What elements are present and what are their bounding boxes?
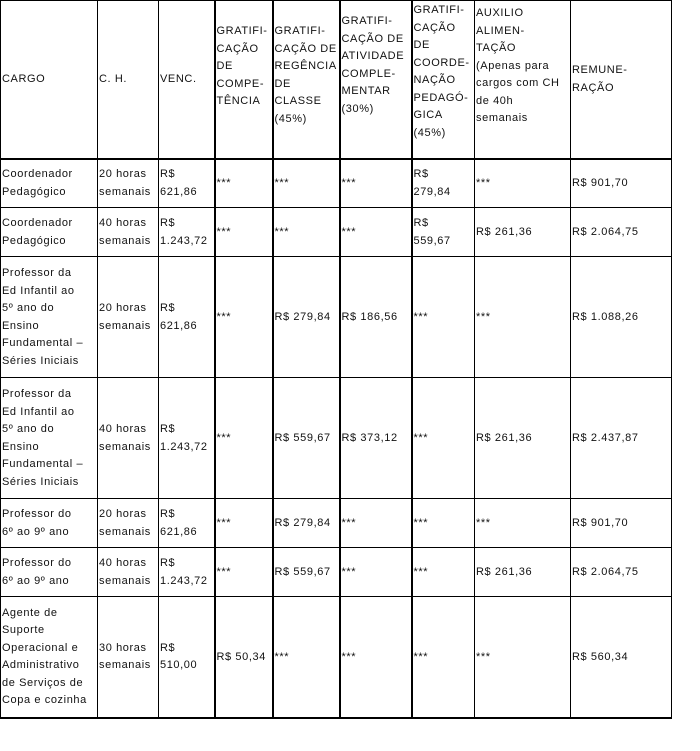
cell-cargo: Professor da Ed Infantil ao 5º ano do Ensino Fundamental – Séries Iniciais — [1, 378, 98, 499]
cell-cargo: Coordenador Pedagógico — [1, 208, 98, 257]
cell-auxilio: R$ 261,36 — [475, 548, 571, 597]
cell-auxilio: *** — [475, 499, 571, 548]
cell-atividade: *** — [340, 208, 412, 257]
cell-coordenacao: R$ 559,67 — [412, 208, 475, 257]
cell-coordenacao: *** — [412, 548, 475, 597]
cell-regencia: R$ 279,84 — [273, 257, 340, 378]
cell-venc: R$ 1.243,72 — [159, 378, 215, 499]
cell-competencia: *** — [215, 159, 273, 208]
cell-competencia: *** — [215, 548, 273, 597]
cell-ch: 20 horas semanais — [98, 257, 159, 378]
cell-regencia: *** — [273, 597, 340, 718]
table-row — [1, 159, 672, 208]
cell-remuneracao: R$ 2.064,75 — [571, 548, 672, 597]
cell-cargo: Agente de Suporte Operacional e Administrativo de Serviços de Copa e cozinha — [1, 597, 98, 718]
cell-coordenacao: *** — [412, 597, 475, 718]
cell-venc: R$ 510,00 — [159, 597, 215, 718]
cell-ch: 20 horas semanais — [98, 159, 159, 208]
table-row — [1, 499, 672, 548]
cell-competencia: *** — [215, 378, 273, 499]
cell-atividade: R$ 373,12 — [340, 378, 412, 499]
header-grat-regencia: GRATIFI- CAÇÃO DE REGÊNCIA DE CLASSE (45%) — [273, 1, 340, 159]
header-cargo: CARGO — [1, 1, 98, 159]
cell-auxilio: *** — [475, 597, 571, 718]
cell-remuneracao: R$ 2.064,75 — [571, 208, 672, 257]
header-auxilio: AUXILIO ALIMEN- TAÇÃO (Apenas para cargos com CH de 40h semanais — [475, 1, 571, 159]
header-venc: VENC. — [159, 1, 215, 159]
cell-remuneracao: R$ 901,70 — [571, 159, 672, 208]
cell-regencia: *** — [273, 159, 340, 208]
cell-cargo: Professor da Ed Infantil ao 5º ano do Ensino Fundamental – Séries Iniciais — [1, 257, 98, 378]
cell-coordenacao: *** — [412, 257, 475, 378]
cell-ch: 40 horas semanais — [98, 548, 159, 597]
header-ch: C. H. — [98, 1, 159, 159]
cell-remuneracao: R$ 1.088,26 — [571, 257, 672, 378]
cell-venc: R$ 621,86 — [159, 499, 215, 548]
cell-auxilio: R$ 261,36 — [475, 378, 571, 499]
table-row — [1, 257, 672, 378]
cell-atividade: *** — [340, 597, 412, 718]
cell-auxilio: *** — [475, 159, 571, 208]
cell-atividade: *** — [340, 159, 412, 208]
cell-ch: 30 horas semanais — [98, 597, 159, 718]
cell-competencia: *** — [215, 208, 273, 257]
cell-remuneracao: R$ 901,70 — [571, 499, 672, 548]
cell-venc: R$ 1.243,72 — [159, 548, 215, 597]
cell-atividade: *** — [340, 499, 412, 548]
header-remuneracao: REMUNE- RAÇÃO — [571, 1, 672, 159]
table-row — [1, 378, 672, 499]
cell-auxilio: *** — [475, 257, 571, 378]
cell-atividade: *** — [340, 548, 412, 597]
cell-cargo: Professor do 6º ao 9º ano — [1, 548, 98, 597]
cell-venc: R$ 621,86 — [159, 257, 215, 378]
header-grat-competencia: GRATIFI- CAÇÃO DE COMPE- TÊNCIA — [215, 1, 273, 159]
cell-atividade: R$ 186,56 — [340, 257, 412, 378]
header-grat-atividade: GRATIFI- CAÇÃO DE ATIVIDADE COMPLE- MENTAR (30%) — [340, 1, 412, 159]
cell-coordenacao: R$ 279,84 — [412, 159, 475, 208]
cell-ch: 20 horas semanais — [98, 499, 159, 548]
cell-regencia: R$ 279,84 — [273, 499, 340, 548]
table-row — [1, 208, 672, 257]
cell-remuneracao: R$ 560,34 — [571, 597, 672, 718]
cell-remuneracao: R$ 2.437,87 — [571, 378, 672, 499]
header-grat-coordenacao: GRATIFI- CAÇÃO DE COORDE- NAÇÃO PEDAGÓ- GICA (45%) — [412, 1, 475, 159]
cell-venc: R$ 1.243,72 — [159, 208, 215, 257]
table-row — [1, 597, 672, 718]
cell-auxilio: R$ 261,36 — [475, 208, 571, 257]
cell-regencia: *** — [273, 208, 340, 257]
cell-ch: 40 horas semanais — [98, 208, 159, 257]
cell-ch: 40 horas semanais — [98, 378, 159, 499]
header-row — [1, 1, 672, 159]
cell-regencia: R$ 559,67 — [273, 378, 340, 499]
cell-cargo: Professor do 6º ao 9º ano — [1, 499, 98, 548]
cell-competencia: R$ 50,34 — [215, 597, 273, 718]
cell-regencia: R$ 559,67 — [273, 548, 340, 597]
cell-competencia: *** — [215, 499, 273, 548]
table-row — [1, 548, 672, 597]
cell-competencia: *** — [215, 257, 273, 378]
cell-cargo: Coordenador Pedagógico — [1, 159, 98, 208]
cell-coordenacao: *** — [412, 378, 475, 499]
cell-coordenacao: *** — [412, 499, 475, 548]
cell-venc: R$ 621,86 — [159, 159, 215, 208]
